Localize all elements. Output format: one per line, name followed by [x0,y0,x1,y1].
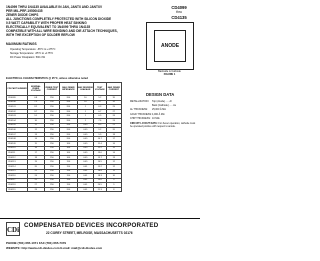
table-cell: 10 [28,118,45,123]
table-cell: 10.7 [93,137,106,142]
table-cell: 14 [106,151,121,156]
part-number-cell: CD4115 [7,169,28,174]
header-line-6: ELECTRICALLY EQUIVALENT TO 1N4099 THRU 1N4135 [6,25,91,29]
col-header-part: CDI PART NUMBER [7,83,28,96]
table-cell: 250 [44,169,60,174]
table-cell: 250 [44,183,60,188]
header-line-7: COMPATIBLE WITH ALL WIRE BONDING AND DIE ATTACH TECHNIQUES, [6,29,118,33]
header-line-3: ZENER DIODE CHIPS [6,13,39,17]
part-number-cell: CD4107 [7,132,28,137]
table-cell: 15.2 [93,164,106,169]
table-cell: 13.7 [93,155,106,160]
table-cell: 27 [106,109,121,114]
table-cell: 10 [77,100,93,105]
table-cell: 250 [44,187,60,192]
col-header-ir: MAX REVERSE LEAKAGE [77,83,93,96]
table-cell: 250 [44,132,60,137]
table-cell: 24 [28,174,45,179]
table-cell: 28 [28,187,45,192]
table-cell: 21.3 [93,187,106,192]
design-item-label: CIRCUIT LAYOUT DATA: [130,122,158,126]
rating-operating-temp: Operating Temperature: -65°C to +175°C [10,48,56,51]
table-cell: 0.01 [77,169,93,174]
part-number-cell: CD4118 [7,183,28,188]
table-cell: 200 [60,187,78,192]
table-cell: 11 [106,169,121,174]
table-cell: 0.05 [77,123,93,128]
table-cell: 12 [106,164,121,169]
table-cell: 200 [60,137,78,142]
table-cell: 12.2 [93,146,106,151]
table-cell: 250 [44,118,60,123]
table-cell: 9 [106,178,121,183]
table-cell: 0.01 [77,187,93,192]
table-cell: 12 [106,160,121,165]
design-item-value: Back (Cathode) ..... Au [152,104,177,108]
table-cell: 9.1 [28,114,45,119]
electrical-characteristics-table [6,82,122,192]
part-number-cell: CD4100 [7,100,28,105]
table-cell: 19 [28,160,45,165]
logo-text: CDi [6,226,20,234]
part-number-cell: CD4105 [7,123,28,128]
table-cell: 0.05 [77,128,93,133]
table-cell: 0.05 [77,137,93,142]
figure-caption-backside: Backside is Cathode [158,70,181,73]
table-cell: 250 [44,146,60,151]
table-cell: 100 [60,155,78,160]
table-cell: 250 [44,128,60,133]
table-cell: 250 [44,155,60,160]
company-name: COMPENSATED DEVICES INCORPORATED [24,222,159,229]
table-cell: 7.5 [28,100,45,105]
part-number-cell: CD4119 [7,187,28,192]
table-cell: 150 [60,164,78,169]
table-cell: 200 [60,114,78,119]
design-title: DESIGN DATA [146,92,175,97]
table-cell: 9.9 [93,132,106,137]
table-cell: 0.01 [77,183,93,188]
table-cell: 24 [106,118,121,123]
table-cell: 18.3 [93,174,106,179]
table-cell: 250 [44,100,60,105]
design-item-value: 10 Mils [152,116,160,120]
figure-caption-number: FIGURE 1 [163,73,176,76]
table-cell: 20 [106,128,121,133]
table-cell: 150 [60,160,78,165]
part-number-cell: CD4114 [7,164,28,169]
design-item-value: 4,000 Å Min [152,112,165,116]
col-header-vr: TEST VOLTAGE [93,83,106,96]
table-cell: 31 [106,100,121,105]
design-item-value: For Zener operation, cathode must be operated positive with respect to anode. [130,122,196,129]
table-cell: 100 [60,141,78,146]
table-cell: 6.8 [28,96,45,101]
table-cell: 200 [60,100,78,105]
table-cell: 250 [44,178,60,183]
table-cell: 200 [60,123,78,128]
design-item-label: CHIP THICKNESS: [130,116,151,120]
table-cell: 26 [106,114,121,119]
table-cell: 250 [44,151,60,156]
col-header-vz: NOMINAL ZENER VOLTAGE [28,83,45,96]
anode-label: ANODE [160,43,180,49]
ratings-title: MAXIMUM RATINGS [6,42,37,46]
table-cell: 16 [106,141,121,146]
part-number-bottom: CD4135 [171,15,187,21]
part-number-cell: CD4099 [7,96,28,101]
table-cell: 25 [28,178,45,183]
table-cell: 17 [28,151,45,156]
table-cell: 0.05 [77,132,93,137]
table-cell: 8.5 [93,123,106,128]
design-item-value: 25,000 Å Min [152,108,167,112]
table-cell: 16 [28,146,45,151]
table-header-row [7,83,122,96]
table-cell: 200 [60,128,78,133]
table-cell: 0.05 [77,146,93,151]
rating-storage-temp: Storage Temperature: -65°C to +175°C [10,52,54,55]
table-cell: 0.05 [77,141,93,146]
anode-pad [154,30,186,62]
part-number-cell: CD4111 [7,151,28,156]
col-header-izm: MAX ZENER CURRENT [106,83,121,96]
part-number-cell: CD4102 [7,109,28,114]
table-cell: 10 [77,96,93,101]
table-cell: 7.6 [93,118,106,123]
design-item-label: GOLD THICKNESS: [130,112,152,116]
table-cell: 200 [60,132,78,137]
design-item-label: AL THICKNESS: [130,108,148,112]
table-cell: 1 [77,105,93,110]
table-cell: 250 [44,174,60,179]
table-cell: 250 [44,123,60,128]
table-cell: 13 [106,155,121,160]
table-cell: 250 [44,96,60,101]
part-number-cell: CD4103 [7,114,28,119]
table-cell: 1 [77,109,93,114]
design-item-value: Top (Anode) ..... Al [152,100,172,103]
table-cell: 11 [28,123,45,128]
table-cell: 13.0 [93,151,106,156]
table-cell: 10 [106,174,121,179]
table-cell: 22 [28,169,45,174]
table-cell: 100 [60,146,78,151]
part-number-cell: CD4116 [7,174,28,179]
part-number-cell: CD4117 [7,178,28,183]
col-header-zzt: MAX ZENER IMPEDANCE [60,83,78,96]
table-cell: 150 [60,169,78,174]
table-cell: 21 [106,123,121,128]
table-cell: 15 [106,146,121,151]
part-number-top: CD4099 [171,5,187,10]
part-number-cell: CD4113 [7,160,28,165]
part-number-cell: CD4112 [7,155,28,160]
table-cell: 1 [77,118,93,123]
col-header-izt: ZENER TEST CURRENT [44,83,60,96]
part-number-range [168,5,190,21]
header-line-1: 1N4099 THRU 1N4135 AVAILABLE IN JAN, JANTX AND JANTXV [6,5,103,9]
table-cell: 250 [44,109,60,114]
table-cell: 0.01 [77,174,93,179]
table-cell: 11.4 [93,141,106,146]
part-number-cell: CD4106 [7,128,28,133]
table-cell: 20.5 [93,183,106,188]
table-cell: 29 [106,105,121,110]
table-cell: 8 [106,187,121,192]
table-cell: 200 [60,118,78,123]
table-cell: 18 [28,155,45,160]
table-cell: 1 [77,114,93,119]
table-cell: 0.01 [77,164,93,169]
design-item-label: METALLIZATION: [130,100,150,103]
part-number-cell: CD4101 [7,105,28,110]
table-cell: 8.2 [28,105,45,110]
part-number-cell: CD4109 [7,141,28,146]
table-cell: 18 [106,132,121,137]
table-cell: 35 [106,96,121,101]
table-cell: 200 [60,109,78,114]
design-item [130,122,196,128]
table-cell: 5.2 [93,96,106,101]
company-web: WEBSITE: http://www.cdi-diodes.com E-mail: mail@cdi-diodes.com [6,246,103,250]
table-cell: 100 [60,151,78,156]
company-address: 22 COREY STREET, MELROSE, MASSACHUSETTS 02176 [46,231,133,235]
table-cell: 250 [44,105,60,110]
company-logo [6,222,20,236]
table-cell: 12 [28,128,45,133]
table-cell: 19.0 [93,178,106,183]
table-cell: 6.7 [93,109,106,114]
part-number-cell: CD4108 [7,137,28,142]
table-cell: 0.01 [77,178,93,183]
table-cell: 0.05 [77,155,93,160]
table-cell: 17 [106,137,121,142]
table-cell: 16.8 [93,169,106,174]
design-data-list [130,100,196,128]
header-line-8: WITH THE EXCEPTION OF SOLDER REFLOW [6,33,75,37]
table-cell: 250 [44,137,60,142]
table-cell: 250 [44,141,60,146]
table-cell: 250 [44,164,60,169]
table-row [7,187,122,192]
table-cell: 6.9 [93,114,106,119]
table-title: ELECTRICAL CHARACTERISTICS @ 25°C, unless otherwise noted [6,77,88,80]
table-cell: 20 [28,164,45,169]
table-cell: 5.7 [93,100,106,105]
table-cell: 150 [60,178,78,183]
table-cell: 27 [28,183,45,188]
part-number-cell: CD4110 [7,146,28,151]
table-cell: 14.5 [93,160,106,165]
header-line-5: 0.5 WATT CAPABILITY WITH PROPER HEAT SINKING [6,21,87,25]
table-cell: 8.7 [28,109,45,114]
header-line-2: PER MIL-PRF-19500/435 [6,9,43,13]
design-item [130,117,196,121]
company-phone: PHONE (781) 665-1071 FAX (781) 665-7379 [6,241,67,245]
rating-power: DC Power Dissipation: 500 mW [10,56,46,59]
table-cell: 0.05 [77,151,93,156]
header-line-4: ALL JUNCTIONS COMPLETELY PROTECTED WITH SILICON DIOXIDE [6,17,112,21]
table-cell: 6.3 [93,105,106,110]
table-cell: 15 [28,141,45,146]
table-cell: 250 [44,160,60,165]
table-cell: 0.05 [77,160,93,165]
table-cell: 200 [60,105,78,110]
table-cell: 150 [60,174,78,179]
table-cell: 9 [106,183,121,188]
part-number-cell: CD4104 [7,118,28,123]
table-cell: 14 [28,137,45,142]
table-cell: 9.2 [93,128,106,133]
table-cell: 250 [44,114,60,119]
table-cell: 200 [60,96,78,101]
table-cell: 150 [60,183,78,188]
part-number-thru: thru [176,10,182,15]
table-cell: 13 [28,132,45,137]
